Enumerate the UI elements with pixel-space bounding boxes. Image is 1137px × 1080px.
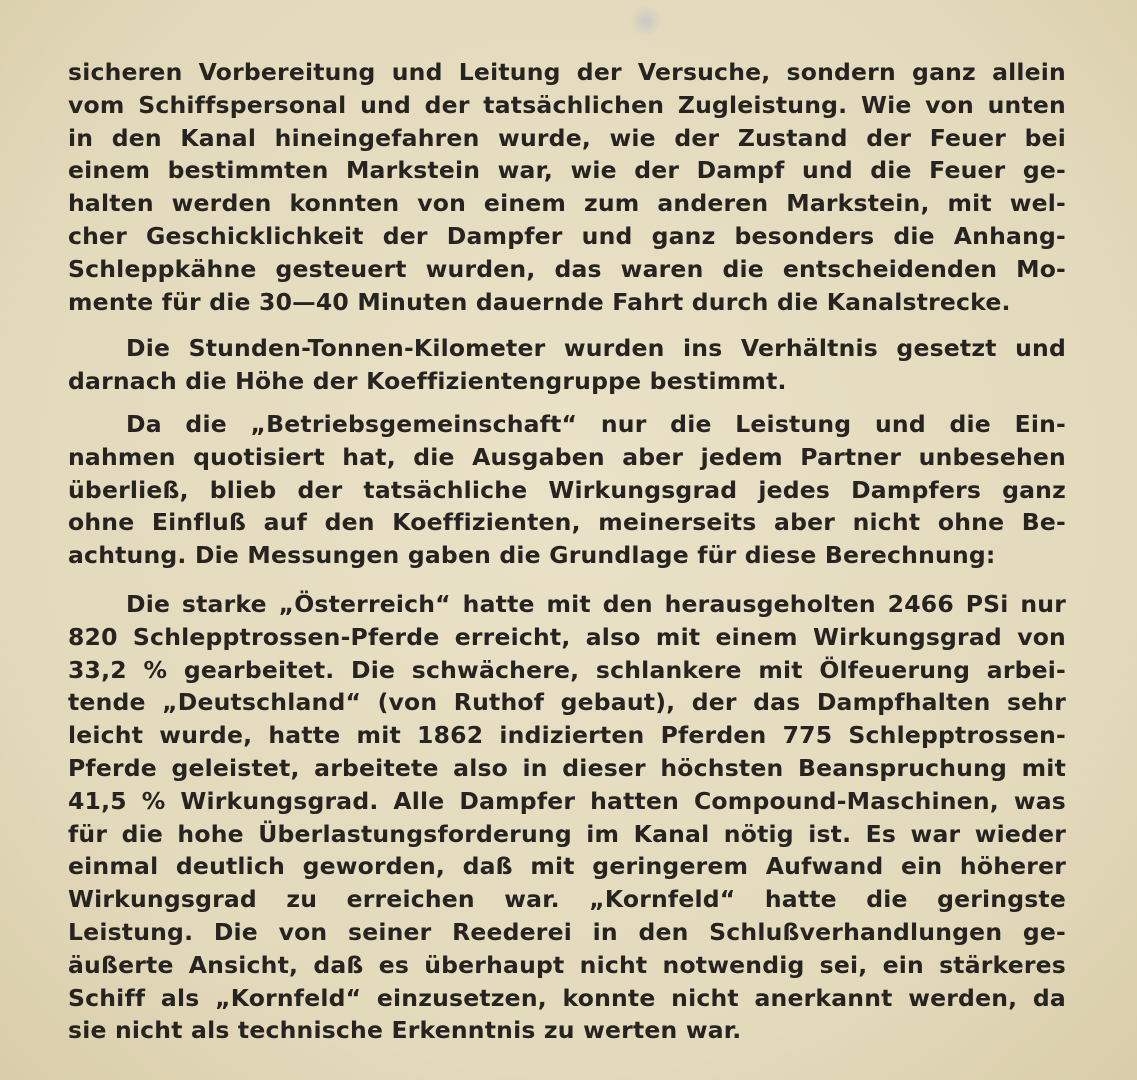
text-line-content: leicht wurde, hatte mit 1862 indizierten Pferden 775 Schlepptrossen- [68, 721, 1066, 750]
text-line [68, 916, 1066, 949]
text-line [68, 122, 1066, 155]
text-line-content: cher Geschicklichkeit der Dampfer und ganz besonders die Anhang- [68, 221, 1066, 250]
ink-stain [628, 6, 664, 36]
text-line [68, 982, 1066, 1015]
text-line-content: vom Schiffspersonal und der tatsächlichen Zugleistung. Wie von unten [68, 90, 1066, 119]
text-line-content: überließ, blieb der tatsächliche Wirkungsgrad jedes Dampfers ganz [68, 475, 1066, 504]
text-line [68, 253, 1066, 286]
paragraph [68, 408, 1066, 572]
text-line-content: 33,2 % gearbeitet. Die schwächere, schlankere mit Ölfeuerung arbei- [68, 655, 1066, 684]
text-line [68, 949, 1066, 982]
text-line-content: Da die „Betriebsgemeinschaft“ nur die Leistung und die Ein- [126, 409, 1066, 438]
text-line-content: tende „Deutschland“ (von Ruthof gebaut), der das Dampfhalten sehr [68, 688, 1066, 717]
text-line-content: einem bestimmten Markstein war, wie der Dampf und die Feuer ge- [68, 156, 1066, 185]
text-line [68, 154, 1066, 187]
text-line-content: Die starke „Österreich“ hatte mit den herausgeholten 2466 PSi nur [126, 589, 1066, 618]
text-line-content: einmal deutlich geworden, daß mit geringerem Aufwand ein höherer [68, 852, 1066, 881]
text-line [68, 621, 1066, 654]
text-line-content: Pferde geleistet, arbeitete also in dieser höchsten Beanspruchung mit [68, 753, 1066, 782]
text-line-content: äußerte Ansicht, daß es überhaupt nicht notwendig sei, ein stärkeres [68, 950, 1066, 979]
text-line [68, 850, 1066, 883]
text-line [68, 187, 1066, 220]
text-line [68, 818, 1066, 851]
text-line [68, 56, 1066, 89]
text-line [68, 474, 1066, 507]
text-line [68, 686, 1066, 719]
text-line-content: darnach die Höhe der Koeffizientengruppe bestimmt. [68, 367, 787, 396]
text-line-content: ohne Einfluß auf den Koeffizienten, meinerseits aber nicht ohne Be- [68, 508, 1066, 537]
text-line-content: für die hohe Überlastungsforderung im Kanal nötig ist. Es war wieder [68, 819, 1066, 848]
text-line-content: in den Kanal hineingefahren wurde, wie der Zustand der Feuer bei [68, 123, 1066, 152]
text-line [68, 752, 1066, 785]
text-line [68, 365, 1066, 398]
text-line-content: Schleppkähne gesteuert wurden, das waren die entscheidenden Mo- [68, 254, 1066, 283]
text-line-content: Leistung. Die von seiner Reederei in den Schlußverhandlungen ge- [68, 917, 1066, 946]
text-line [68, 89, 1066, 122]
text-line [68, 883, 1066, 916]
text-line-content: mente für die 30—40 Minuten dauernde Fahrt durch die Kanalstrecke. [68, 287, 1011, 316]
text-line-content: sie nicht als technische Erkenntnis zu werten war. [68, 1016, 742, 1045]
body-text [68, 56, 1066, 1047]
text-line-content: 820 Schlepptrossen-Pferde erreicht, also mit einem Wirkungsgrad von [68, 622, 1066, 651]
text-line [68, 588, 1066, 621]
text-line-content: nahmen quotisiert hat, die Ausgaben aber jedem Partner unbesehen [68, 442, 1066, 471]
paragraph [68, 56, 1066, 318]
text-line [68, 719, 1066, 752]
text-line [68, 1014, 1066, 1047]
paragraph-gap [68, 318, 1066, 332]
text-line-content: Die Stunden-Tonnen-Kilometer wurden ins Verhältnis gesetzt und [126, 334, 1066, 363]
text-line-content: sicheren Vorbereitung und Leitung der Versuche, sondern ganz allein [68, 58, 1066, 86]
paragraph [68, 332, 1066, 398]
text-line [68, 332, 1066, 365]
text-line-content: Schiff als „Kornfeld“ einzusetzen, konnte nicht anerkannt werden, da [68, 983, 1066, 1012]
text-line [68, 785, 1066, 818]
text-line [68, 408, 1066, 441]
text-line-content: 41,5 % Wirkungsgrad. Alle Dampfer hatten Compound-Maschinen, was [68, 786, 1066, 815]
text-line-content: Wirkungsgrad zu erreichen war. „Kornfeld“ hatte die geringste [68, 885, 1066, 914]
paragraph [68, 588, 1066, 1047]
text-line-content: halten werden konnten von einem zum anderen Markstein, mit wel- [68, 189, 1066, 218]
text-line [68, 286, 1066, 319]
paragraph-gap [68, 398, 1066, 408]
text-line [68, 654, 1066, 687]
text-line-content: achtung. Die Messungen gaben die Grundlage für diese Berechnung: [68, 541, 996, 570]
text-line [68, 506, 1066, 539]
text-line [68, 539, 1066, 572]
text-line [68, 220, 1066, 253]
text-line [68, 441, 1066, 474]
paragraph-gap [68, 572, 1066, 588]
